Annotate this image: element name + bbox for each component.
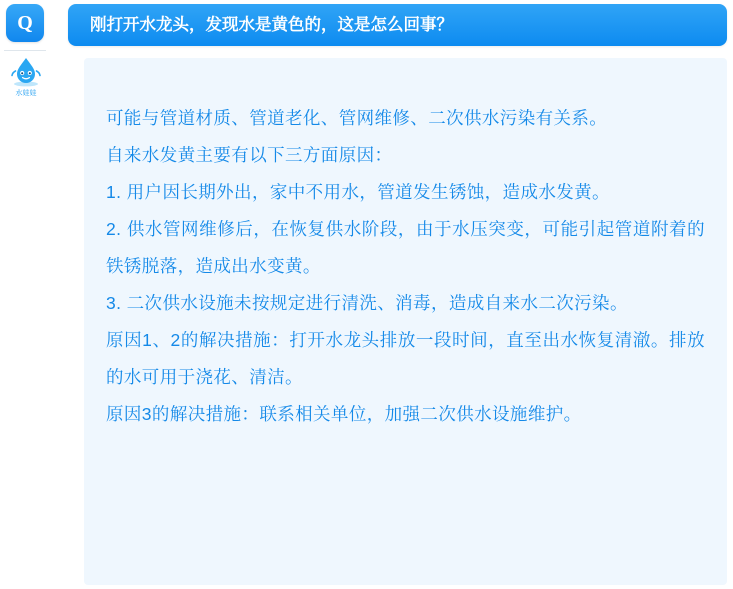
left-rail <box>0 0 62 589</box>
answer-paragraph: 3. 二次供水设施未按规定进行清洗、消毒，造成自来水二次污染。 <box>106 293 628 313</box>
answer-paragraph: 2. 供水管网维修后，在恢复供水阶段，由于水压突变，可能引起管道附着的铁锈脱落，造成出水变黄。 <box>106 219 705 276</box>
answer-body <box>106 100 705 433</box>
question-title: 刚打开水龙头，发现水是黄色的，这是怎么回事？ <box>68 4 727 46</box>
answer-paragraph: 可能与管道材质、管道老化、管网维修、二次供水污染有关系。 <box>106 108 608 128</box>
answer-paragraph: 自来水发黄主要有以下三方面原因： <box>106 145 393 165</box>
avatar-label: 水娃娃 <box>15 90 37 97</box>
answer-paragraph: 1. 用户因长期外出，家中不用水，管道发生锈蚀，造成水发黄。 <box>106 182 610 202</box>
water-drop-mascot-icon <box>9 56 43 88</box>
question-badge-icon: Q <box>6 4 44 42</box>
answer-paragraph: 原因1、2的解决措施：打开水龙头排放一段时间，直至出水恢复清澈。排放的水可用于浇花、清洁。 <box>106 330 705 387</box>
avatar <box>6 56 46 102</box>
answer-paragraph: 原因3的解决措施：联系相关单位，加强二次供水设施维护。 <box>106 404 582 424</box>
answer-panel <box>84 58 727 585</box>
rail-divider <box>4 50 46 51</box>
